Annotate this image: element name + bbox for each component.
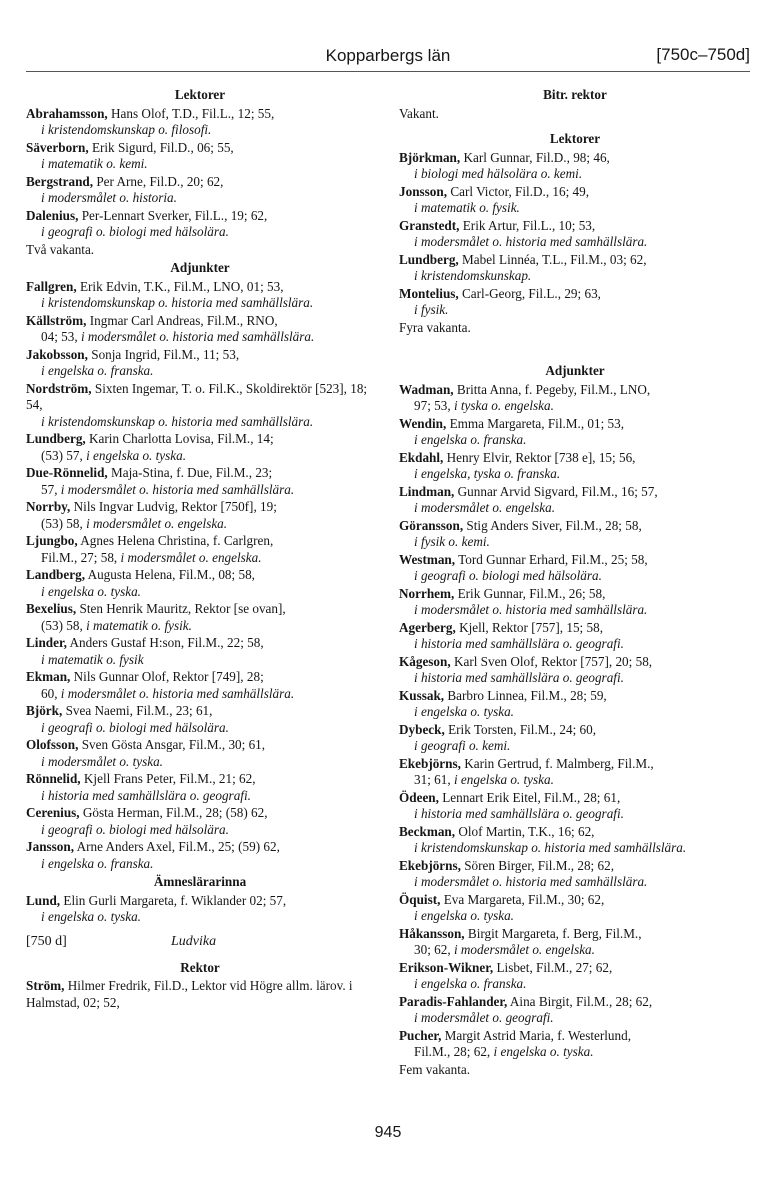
- entry-details: Per Arne, Fil.D., 20; 62,: [93, 173, 224, 189]
- entry-continuation: [399, 806, 751, 823]
- entry-details: Mabel Linnéa, T.L., Fil.M., 03; 62,: [458, 251, 647, 267]
- directory-entry: [26, 174, 374, 207]
- directory-entry: [399, 286, 751, 319]
- directory-entry: [26, 839, 374, 872]
- entry-continuation: [26, 363, 374, 380]
- entry-details: Erik Artur, Fil.L., 10; 53,: [459, 217, 596, 233]
- entry-details-cont: (53) 58,: [41, 617, 87, 633]
- directory-entry: [26, 431, 374, 464]
- entry-details: Arne Anders Axel, Fil.M., 25; (59) 62,: [74, 839, 280, 854]
- directory-entry: [399, 552, 751, 585]
- entry-details: Olof Martin, T.K., 16; 62,: [455, 823, 595, 839]
- entry-details: Nils Ingvar Ludvig, Rektor [750f], 19;: [70, 499, 277, 514]
- entry-details: Lennart Erik Eitel, Fil.M., 28; 61,: [438, 789, 621, 805]
- entry-details: Anders Gustaf H:son, Fil.M., 22; 58,: [66, 635, 264, 650]
- entry-subject: i biologi med hälsolära o. kemi.: [414, 166, 583, 181]
- entry-details: Karl Gunnar, Fil.D., 98; 46,: [460, 149, 610, 165]
- list-adjunkter-right: [399, 382, 751, 1061]
- entry-subject: i engelska o. tyska.: [41, 909, 141, 924]
- entry-subject: i historia med samhällslära o. geografi.: [414, 636, 624, 651]
- entry-subject: i engelska o. franska.: [414, 976, 527, 991]
- list-amneslararinna: [26, 893, 374, 926]
- entry-continuation: [399, 166, 751, 183]
- entry-continuation: [399, 704, 751, 721]
- entry-details: Eva Margareta, Fil.M., 30; 62,: [440, 891, 605, 907]
- directory-entry: [26, 893, 374, 926]
- directory-entry: [399, 960, 751, 993]
- entry-continuation: [399, 268, 751, 285]
- entry-name: Ljungbo,: [26, 533, 78, 548]
- directory-entry: [399, 150, 751, 183]
- directory-entry: [26, 313, 374, 346]
- vacancy-note-right: Fyra vakanta.: [399, 319, 471, 335]
- entry-name: Öquist,: [399, 891, 441, 907]
- entry-continuation: [26, 414, 374, 431]
- entry-name: Ekman,: [26, 669, 71, 684]
- entry-name: Granstedt,: [399, 217, 460, 233]
- entry-details: Emma Margareta, Fil.M., 01; 53,: [446, 415, 625, 431]
- entry-details: Tord Gunnar Erhard, Fil.M., 25; 58,: [455, 551, 648, 567]
- entry-continuation: [26, 856, 374, 873]
- directory-entry: [26, 771, 374, 804]
- entry-name: Erikson-Wikner,: [399, 959, 494, 975]
- directory-entry: [26, 533, 374, 566]
- directory-entry: [399, 1028, 751, 1061]
- entry-subject: i kristendomskunskap o. historia med samhällslära.: [41, 413, 314, 429]
- directory-entry: [399, 926, 751, 959]
- directory-entry: [26, 805, 374, 838]
- directory-entry: [26, 208, 374, 241]
- entry-continuation: [399, 738, 751, 755]
- entry-continuation: [399, 500, 751, 517]
- entry-subject: i modersmålet o. tyska.: [41, 753, 163, 769]
- entry-subject: i engelska o. franska.: [41, 855, 154, 871]
- entry-subject: i modersmålet o. historia med samhällslära.: [60, 685, 295, 701]
- entry-name: Fallgren,: [26, 278, 77, 294]
- entry-details: Sven Gösta Ansgar, Fil.M., 30; 61,: [78, 737, 266, 752]
- entry-subject: i fysik.: [414, 302, 449, 317]
- entry-continuation: [26, 122, 374, 139]
- list-lektorer-right: [399, 150, 751, 319]
- entry-details-cont: Fil.M., 27; 58,: [41, 549, 121, 565]
- entry-subject: i engelska o. tyska.: [453, 772, 554, 787]
- entry-subject: i historia med samhällslära o. geografi.: [414, 806, 624, 821]
- entry-continuation: [26, 584, 374, 601]
- directory-entry: [399, 620, 751, 653]
- entry-subject: i modersmålet o. historia.: [41, 190, 177, 205]
- entry-details: Carl-Georg, Fil.L., 29; 63,: [458, 285, 601, 301]
- entry-details: Nils Gunnar Olof, Rektor [749], 28;: [70, 669, 264, 684]
- entry-details-cont: 60,: [41, 685, 61, 701]
- entry-details: Erik Gunnar, Fil.M., 26; 58,: [454, 585, 606, 601]
- directory-entry: [399, 218, 751, 251]
- entry-details: Kjell Frans Peter, Fil.M., 21; 62,: [80, 771, 256, 786]
- directory-entry: [399, 756, 751, 789]
- entry-details-cont: 30; 62,: [414, 942, 454, 957]
- entry-subject: i geografi o. biologi med hälsolära.: [41, 224, 229, 239]
- entry-details: Gösta Herman, Fil.M., 28; (58) 62,: [79, 805, 268, 820]
- entry-name: Landberg,: [26, 567, 85, 582]
- entry-continuation: [399, 432, 751, 449]
- directory-entry: [399, 790, 751, 823]
- page-range: [750c–750d]: [656, 45, 750, 64]
- left-column: [26, 85, 374, 1012]
- entry-continuation: [399, 234, 751, 251]
- entry-continuation: [399, 772, 751, 789]
- section-code: [750 d]: [26, 933, 67, 949]
- directory-entry: [26, 140, 374, 173]
- entry-details: Agnes Helena Christina, f. Carlgren,: [77, 533, 274, 548]
- entry-continuation: [399, 302, 751, 319]
- entry-continuation: [26, 754, 374, 771]
- entry-details-cont: 31; 61,: [414, 772, 454, 787]
- entry-subject: i engelska o. franska.: [414, 432, 527, 447]
- entry-details: Augusta Helena, Fil.M., 08; 58,: [85, 567, 255, 582]
- directory-entry: [26, 381, 374, 431]
- entry-subject: i historia med samhällslära o. geografi.: [41, 787, 251, 803]
- entry-details: Karl Sven Olof, Rektor [757], 20; 58,: [450, 653, 653, 669]
- section-heading-lektorer: Lektorer: [174, 87, 226, 102]
- bitr-rektor-text: Vakant.: [399, 105, 439, 121]
- spacer: [399, 337, 751, 361]
- entry-continuation: [399, 602, 751, 619]
- entry-name: Ström,: [26, 978, 65, 993]
- directory-entry: [399, 518, 751, 551]
- entry-name: Nordström,: [26, 380, 92, 396]
- entry-name: Beckman,: [399, 823, 456, 839]
- entry-continuation: [399, 874, 751, 891]
- entry-name: Kågeson,: [399, 653, 451, 669]
- entry-continuation: [399, 908, 751, 925]
- entry-details: Sixten Ingemar, T. o. Fil.K., Skoldirektör [523], 18; 54,: [26, 380, 368, 412]
- entry-name: Abrahamsson,: [26, 105, 108, 121]
- entry-details: Kjell, Rektor [757], 15; 58,: [455, 619, 604, 635]
- entry-name: Agerberg,: [399, 619, 456, 635]
- entry-continuation: [399, 840, 751, 857]
- entry-details: Karin Gertrud, f. Malmberg, Fil.M.,: [460, 755, 654, 771]
- directory-entry: [399, 688, 751, 721]
- directory-entry: [399, 824, 751, 857]
- entry-continuation: [26, 686, 374, 703]
- entry-subject: i modersmålet o. historia med samhällslära.: [414, 602, 648, 617]
- entry-name: Paradis-Fahlander,: [399, 993, 508, 1009]
- entry-continuation: [26, 822, 374, 839]
- entry-details: Hilmer Fredrik, Fil.D., Lektor vid Högre allm. lärov. i Halmstad, 02; 52,: [26, 978, 353, 1010]
- entry-name: Rönnelid,: [26, 771, 81, 786]
- entry-subject: i engelska o. tyska.: [414, 704, 514, 719]
- directory-entry: [399, 654, 751, 687]
- entry-name: Jonsson,: [399, 183, 448, 199]
- entry-details: Sören Birger, Fil.M., 28; 62,: [460, 857, 615, 873]
- entry-subject: i modersmålet o. engelska.: [453, 942, 595, 957]
- directory-entry: [26, 499, 374, 532]
- entry-subject: i engelska o. tyska.: [41, 583, 141, 599]
- section-heading-rektor: Rektor: [180, 959, 220, 975]
- directory-entry: [399, 892, 751, 925]
- entry-name: Bergstrand,: [26, 173, 94, 189]
- section-heading-adjunkter: Adjunkter: [170, 260, 230, 275]
- entry-continuation: [399, 534, 751, 551]
- entry-continuation: [26, 652, 374, 669]
- entry-continuation: [26, 156, 374, 173]
- directory-entry: [26, 279, 374, 312]
- entry-details: Erik Edvin, T.K., Fil.M., LNO, 01; 53,: [76, 278, 284, 294]
- directory-entry: [399, 484, 751, 517]
- list-adjunkter-left: [26, 279, 374, 873]
- entry-continuation: [399, 568, 751, 585]
- directory-entry: [26, 567, 374, 600]
- directory-entry: [26, 978, 374, 1011]
- entry-continuation: [26, 329, 374, 346]
- entry-details: Gunnar Arvid Sigvard, Fil.M., 16; 57,: [454, 483, 658, 499]
- directory-entry: [26, 635, 374, 668]
- entry-subject: i kristendomskunskap o. historia med samhällslära.: [41, 295, 314, 310]
- entry-continuation: [26, 295, 374, 312]
- entry-details-cont: Fil.M., 28; 62,: [414, 1044, 494, 1059]
- entry-subject: i modersmålet o. historia med samhällslära.: [414, 234, 648, 249]
- entry-name: Lundberg,: [26, 431, 86, 446]
- entry-continuation: [399, 466, 751, 483]
- entry-details: Aina Birgit, Fil.M., 28; 62,: [507, 993, 653, 1009]
- directory-entry: [399, 586, 751, 619]
- entry-name: Westman,: [399, 551, 456, 567]
- directory-entry: [399, 450, 751, 483]
- entry-continuation: [399, 636, 751, 653]
- entry-continuation: [399, 670, 751, 687]
- section-heading-adjunkter-right: Adjunkter: [545, 363, 605, 378]
- right-column: [399, 85, 751, 1079]
- entry-continuation: [26, 720, 374, 737]
- entry-details: Lisbet, Fil.M., 27; 62,: [493, 959, 613, 975]
- page-header: [26, 42, 750, 72]
- entry-name: Jansson,: [26, 839, 75, 854]
- entry-subject: i modersmålet o. engelska.: [414, 500, 556, 515]
- entry-name: Ekdahl,: [399, 449, 444, 465]
- entry-details: Britta Anna, f. Pegeby, Fil.M., LNO,: [453, 381, 651, 397]
- entry-details: Erik Sigurd, Fil.D., 06; 55,: [88, 139, 234, 155]
- directory-entry: [26, 347, 374, 380]
- entry-subject: i modersmålet o. historia med samhällslära.: [80, 329, 315, 344]
- entry-subject: i engelska o. tyska.: [493, 1044, 594, 1059]
- directory-entry: [26, 106, 374, 139]
- entry-details: Karin Charlotta Lovisa, Fil.M., 14;: [85, 431, 274, 446]
- entry-subject: i matematik o. fysik.: [414, 200, 520, 215]
- entry-name: Dalenius,: [26, 207, 79, 223]
- entry-continuation: [399, 942, 751, 959]
- entry-name: Källström,: [26, 312, 87, 328]
- entry-name: Jakobsson,: [26, 346, 88, 362]
- entry-continuation: [26, 788, 374, 805]
- entry-details: Birgit Margareta, f. Berg, Fil.M.,: [464, 925, 642, 941]
- entry-continuation: [26, 190, 374, 207]
- entry-details-cont: 97; 53,: [414, 398, 454, 413]
- entry-name: Göransson,: [399, 517, 464, 533]
- entry-subject: i kristendomskunskap o. filosofi.: [41, 122, 212, 137]
- entry-continuation: [26, 618, 374, 635]
- entry-details: Maja-Stina, f. Due, Fil.M., 23;: [107, 465, 273, 480]
- entry-subject: i matematik o. kemi.: [41, 156, 148, 171]
- section-heading-lektorer-right: Lektorer: [549, 131, 601, 146]
- ludvika-section-header: [26, 934, 374, 958]
- entry-details: Elin Gurli Margareta, f. Wiklander 02; 57,: [60, 892, 287, 908]
- page-title: Kopparbergs län: [325, 46, 451, 65]
- entry-details: Stig Anders Siver, Fil.M., 28; 58,: [463, 517, 642, 533]
- entry-name: Bexelius,: [26, 601, 77, 616]
- directory-entry: [26, 737, 374, 770]
- vacancy-note-adjunkter: Fem vakanta.: [399, 1061, 471, 1077]
- entry-subject: i engelska o. franska.: [41, 363, 154, 378]
- entry-details-cont: 04; 53,: [41, 329, 81, 344]
- list-lektorer-left: [26, 106, 374, 241]
- entry-details-cont: 57,: [41, 481, 61, 497]
- entry-name: Due-Rönnelid,: [26, 465, 108, 480]
- directory-entry: [399, 184, 751, 217]
- directory-entry: [26, 465, 374, 498]
- entry-continuation: [26, 516, 374, 533]
- entry-name: Håkansson,: [399, 925, 465, 941]
- entry-name: Säverborn,: [26, 139, 89, 155]
- section-heading-bitr-rektor: Bitr. rektor: [543, 87, 607, 102]
- entry-continuation: [399, 1044, 751, 1061]
- directory-entry: [399, 722, 751, 755]
- entry-name: Montelius,: [399, 285, 459, 301]
- entry-subject: i kristendomskunskap.: [414, 268, 532, 283]
- entry-name: Dybeck,: [399, 721, 445, 737]
- entry-subject: i modersmålet o. engelska.: [86, 515, 228, 531]
- list-rektor: [26, 978, 374, 1011]
- entry-name: Lund,: [26, 892, 61, 908]
- entry-name: Ekebjörns,: [399, 857, 461, 873]
- page-number: 945: [374, 1124, 402, 1141]
- directory-entry: [399, 416, 751, 449]
- entry-details: Barbro Linnea, Fil.M., 28; 59,: [444, 687, 607, 703]
- spacer: [399, 123, 751, 129]
- entry-details: Per-Lennart Sverker, Fil.L., 19; 62,: [78, 207, 268, 223]
- entry-details: Henry Elvir, Rektor [738 e], 15; 56,: [443, 449, 636, 465]
- entry-name: Cerenius,: [26, 805, 80, 820]
- directory-entry: [26, 669, 374, 702]
- entry-subject: i geografi o. biologi med hälsolära.: [414, 568, 602, 583]
- entry-subject: i historia med samhällslära o. geografi.: [414, 670, 624, 685]
- directory-entry: [399, 994, 751, 1027]
- entry-name: Wadman,: [399, 381, 454, 397]
- entry-continuation: [26, 909, 374, 926]
- entry-subject: i modersmålet o. historia med samhällslära.: [60, 481, 295, 497]
- entry-name: Pucher,: [399, 1027, 442, 1043]
- entry-name: Lindman,: [399, 483, 455, 499]
- vacancy-note: Två vakanta.: [26, 241, 95, 257]
- entry-details: Erik Torsten, Fil.M., 24; 60,: [444, 721, 597, 737]
- entry-name: Wendin,: [399, 415, 447, 431]
- entry-details: Hans Olof, T.D., Fil.L., 12; 55,: [107, 105, 275, 121]
- entry-subject: i tyska o. engelska.: [453, 398, 554, 413]
- directory-entry: [26, 601, 374, 634]
- entry-continuation: [26, 482, 374, 499]
- entry-subject: i engelska o. tyska.: [414, 908, 514, 923]
- entry-subject: i geografi o. biologi med hälsolära.: [41, 719, 229, 735]
- entry-continuation: [26, 550, 374, 567]
- entry-subject: i kristendomskunskap o. historia med samhällslära.: [414, 840, 687, 855]
- entry-continuation: [26, 224, 374, 241]
- entry-continuation: [399, 398, 751, 415]
- entry-name: Norrhem,: [399, 585, 455, 601]
- directory-entry: [399, 252, 751, 285]
- entry-details-cont: (53) 58,: [41, 515, 87, 531]
- entry-subject: i fysik o. kemi.: [414, 534, 490, 549]
- entry-subject: i engelska, tyska o. franska.: [414, 466, 561, 481]
- entry-subject: i matematik o. fysik.: [86, 617, 192, 633]
- place-name: Ludvika: [171, 933, 217, 949]
- entry-name: Ödeen,: [399, 789, 439, 805]
- entry-details: Ingmar Carl Andreas, Fil.M., RNO,: [86, 312, 278, 328]
- entry-continuation: [399, 200, 751, 217]
- header-rule: [26, 71, 750, 72]
- directory-entry: [26, 703, 374, 736]
- section-heading-amneslararinna: Ämneslärarinna: [153, 874, 247, 889]
- entry-name: Norrby,: [26, 499, 71, 514]
- entry-details-cont: (53) 57,: [41, 447, 87, 463]
- entry-details: Svea Naemi, Fil.M., 23; 61,: [62, 703, 213, 718]
- entry-name: Kussak,: [399, 687, 445, 703]
- entry-subject: i engelska o. tyska.: [86, 447, 187, 463]
- entry-subject: i modersmålet o. historia med samhällslära.: [414, 874, 648, 889]
- entry-name: Lundberg,: [399, 251, 459, 267]
- entry-subject: i matematik o. fysik: [41, 651, 144, 667]
- directory-entry: [399, 858, 751, 891]
- entry-continuation: [26, 448, 374, 465]
- entry-continuation: [399, 1010, 751, 1027]
- entry-details: Sten Henrik Mauritz, Rektor [se ovan],: [76, 601, 286, 616]
- entry-name: Björkman,: [399, 149, 461, 165]
- entry-subject: i geografi o. biologi med hälsolära.: [41, 821, 229, 837]
- entry-subject: i geografi o. kemi.: [414, 738, 511, 753]
- entry-details: Carl Victor, Fil.D., 16; 49,: [447, 183, 590, 199]
- entry-name: Ekebjörns,: [399, 755, 461, 771]
- entry-name: Björk,: [26, 703, 63, 718]
- entry-name: Olofsson,: [26, 737, 79, 752]
- entry-details: Sonja Ingrid, Fil.M., 11; 53,: [87, 346, 240, 362]
- entry-continuation: [399, 976, 751, 993]
- directory-entry: [399, 382, 751, 415]
- entry-subject: i modersmålet o. geografi.: [414, 1010, 554, 1025]
- entry-subject: i modersmålet o. engelska.: [120, 549, 262, 565]
- entry-name: Linder,: [26, 635, 67, 650]
- entry-details: Margit Astrid Maria, f. Westerlund,: [441, 1027, 632, 1043]
